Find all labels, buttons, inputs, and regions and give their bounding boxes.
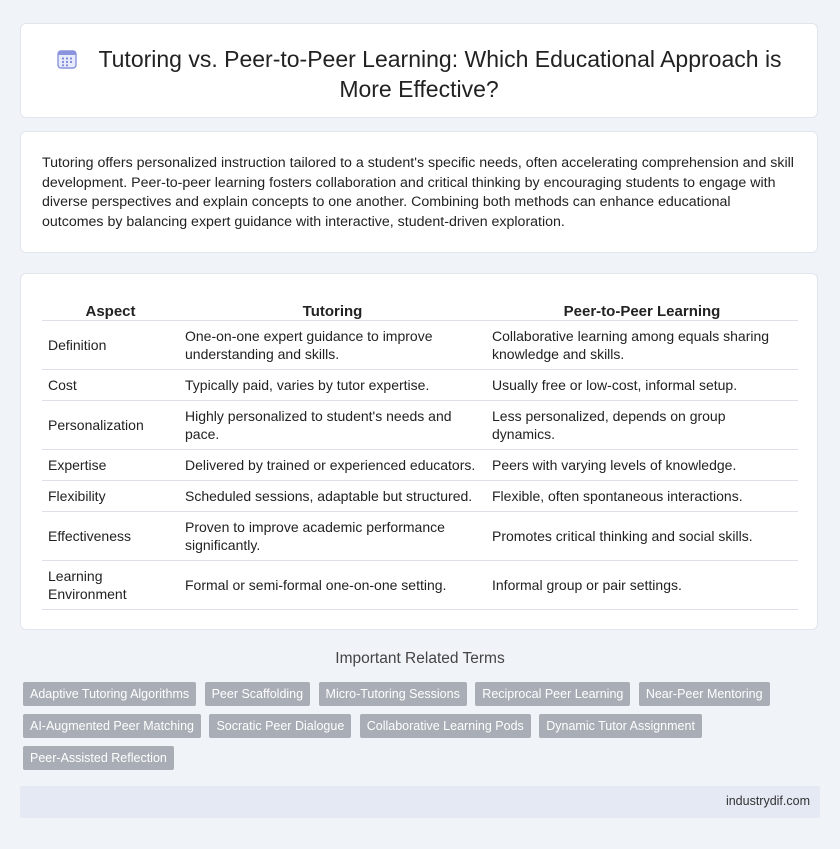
related-term-tag[interactable]: Peer-Assisted Reflection — [23, 746, 174, 770]
header-card — [20, 23, 818, 118]
related-terms-list — [23, 682, 803, 778]
row-aspect: Flexibility — [42, 481, 179, 512]
related-term-tag[interactable]: Micro-Tutoring Sessions — [319, 682, 467, 706]
row-tutoring: Proven to improve academic performance significantly. — [179, 512, 486, 561]
table-row — [42, 370, 798, 401]
page-title-text: Tutoring vs. Peer-to-Peer Learning: Which Educational Approach is More Effective? — [98, 46, 782, 102]
header-tutoring: Tutoring — [179, 295, 486, 321]
table-header-row — [42, 295, 798, 321]
related-term-tag[interactable]: Adaptive Tutoring Algorithms — [23, 682, 196, 706]
row-peer: Less personalized, depends on group dynamics. — [486, 401, 798, 450]
header-peer-learning: Peer-to-Peer Learning — [486, 295, 798, 321]
intro-paragraph: Tutoring offers personalized instruction tailored to a student's specific needs, often accelerating comprehension and skill development. Peer-to-peer learning fosters collaboration and critical thinking by encouraging students to engage with diverse perspectives and explain concepts to one another. Combining both methods can enhance educational outcomes by balancing expert guidance with interactive, student-driven exploration. — [42, 155, 794, 230]
row-peer: Usually free or low-cost, informal setup. — [486, 370, 798, 401]
row-tutoring: Typically paid, varies by tutor expertise. — [179, 370, 486, 401]
table-row — [42, 321, 798, 370]
row-aspect: Cost — [42, 370, 179, 401]
comparison-card — [20, 273, 818, 630]
related-term-tag[interactable]: Socratic Peer Dialogue — [209, 714, 351, 738]
calendar-grid-icon — [56, 48, 78, 70]
row-aspect: Learning Environment — [42, 561, 179, 610]
related-term-tag[interactable]: Peer Scaffolding — [205, 682, 311, 706]
related-term-tag[interactable]: Dynamic Tutor Assignment — [539, 714, 702, 738]
related-term-tag[interactable]: Near-Peer Mentoring — [639, 682, 770, 706]
related-term-tag[interactable]: AI-Augmented Peer Matching — [23, 714, 201, 738]
page-title — [41, 44, 797, 104]
footer-site-link[interactable]: industrydif.com — [725, 794, 810, 808]
row-peer: Collaborative learning among equals sharing knowledge and skills. — [486, 321, 798, 370]
row-tutoring: Scheduled sessions, adaptable but structured. — [179, 481, 486, 512]
related-term-tag[interactable]: Collaborative Learning Pods — [360, 714, 531, 738]
intro-card — [20, 131, 818, 253]
row-tutoring: Formal or semi-formal one-on-one setting. — [179, 561, 486, 610]
table-row — [42, 450, 798, 481]
row-aspect: Definition — [42, 321, 179, 370]
row-tutoring: Highly personalized to student's needs and pace. — [179, 401, 486, 450]
row-peer: Peers with varying levels of knowledge. — [486, 450, 798, 481]
row-peer: Flexible, often spontaneous interactions. — [486, 481, 798, 512]
table-row — [42, 481, 798, 512]
related-term-tag[interactable]: Reciprocal Peer Learning — [475, 682, 630, 706]
row-aspect: Expertise — [42, 450, 179, 481]
table-row — [42, 401, 798, 450]
table-row — [42, 512, 798, 561]
row-peer: Promotes critical thinking and social skills. — [486, 512, 798, 561]
row-peer: Informal group or pair settings. — [486, 561, 798, 610]
header-aspect: Aspect — [42, 295, 179, 321]
table-row — [42, 561, 798, 610]
row-aspect: Effectiveness — [42, 512, 179, 561]
row-tutoring: Delivered by trained or experienced educators. — [179, 450, 486, 481]
row-aspect: Personalization — [42, 401, 179, 450]
row-tutoring: One-on-one expert guidance to improve understanding and skills. — [179, 321, 486, 370]
footer-bar — [20, 786, 820, 818]
comparison-table — [42, 295, 798, 610]
related-terms-title: Important Related Terms — [335, 650, 505, 667]
